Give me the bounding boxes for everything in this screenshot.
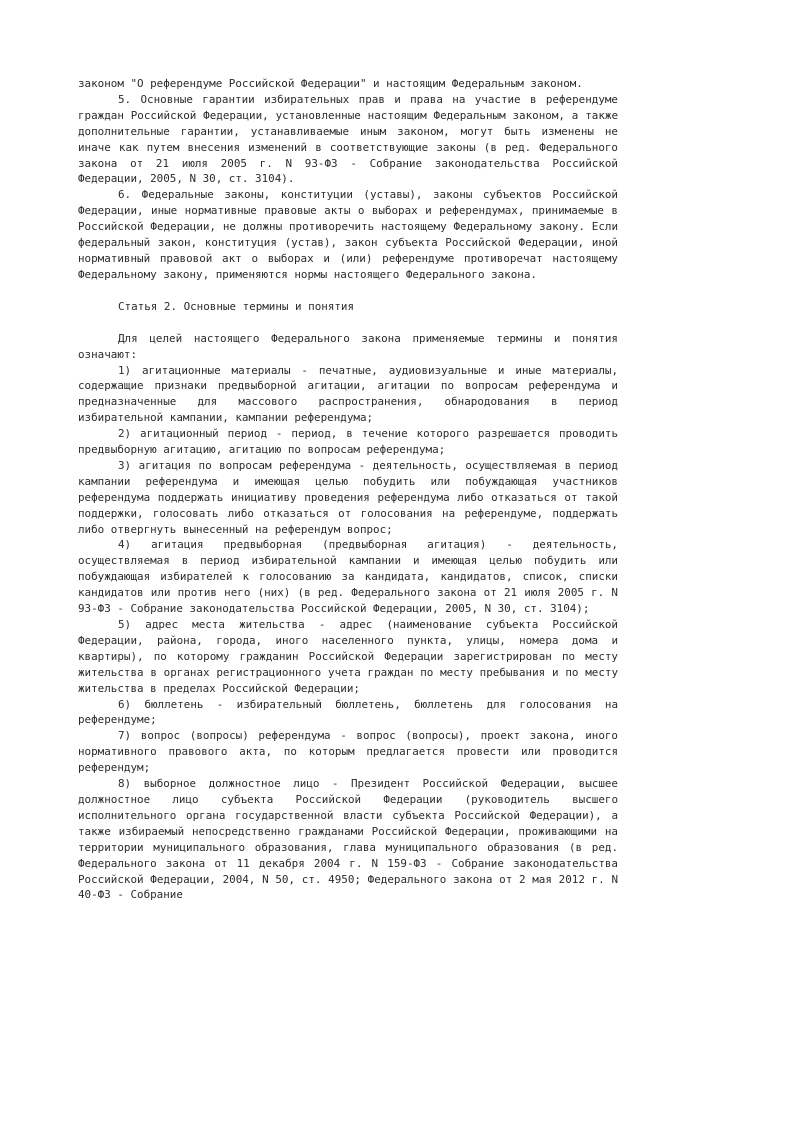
term-item-7: 7) вопрос (вопросы) референдума - вопрос (вопросы), проект закона, иного нормативного правового акта, по которым предлагается провести или проводится референдум; (78, 729, 618, 775)
term-item-8: 8) выборное должностное лицо - Президент Российской Федерации, высшее должностное лицо субъекта Российской Федерации (руководитель высшего исполнительного органа государственной власти субъекта Российской Федерации), а также избираемый непосредственно гражданами Российской Федерации, проживающими на территории муниципального образования, глава муниципального образования (в ред. Федерального закона от 11 декабря 2004 г. N 159-ФЗ - Собрание законодательства Российской Федерации, 2004, N 50, ст. 4950; Федерального закона от 2 мая 2012 г. N 40-ФЗ - Собрание (78, 777, 618, 902)
paragraph-continuation: законом "О референдуме Российской Федерации" и настоящим Федеральным законом. (78, 77, 583, 90)
term-item-4: 4) агитация предвыборная (предвыборная агитация) - деятельность, осуществляемая в период избирательной кампании и имеющая целью побудить или побуждающая избирателей к голосованию за кандидата, кандидатов, список, списки кандидатов или против него (них) (в ред. Федерального закона от 21 июля 2005 г. N 93-ФЗ - Собрание законодательства Российской Федерации, 2005, N 30, ст. 3104); (78, 538, 618, 616)
document-page (78, 76, 618, 903)
paragraph-6: 6. Федеральные законы, конституции (уставы), законы субъектов Российской Федерации, иные нормативные правовые акты о выборах и референдумах, принимаемые в Российской Федерации, не должны противоречить настоящему Федеральному закону. Если федеральный закон, конституция (устав), закон субъекта Российской Федерации, иной нормативный правовой акт о выборах и (или) референдуме противоречат настоящему Федеральному закону, применяются нормы настоящего Федерального закона. (78, 188, 618, 281)
term-item-3: 3) агитация по вопросам референдума - деятельность, осуществляемая в период кампании референдума и имеющая целью побудить или побуждающая участников референдума поддержать инициативу проведения референдума либо отказаться от такой поддержки, голосовать либо отказаться от голосования на референдуме, поддержать либо отвергнуть вынесенный на референдум вопрос; (78, 458, 618, 536)
term-item-6: 6) бюллетень - избирательный бюллетень, бюллетень для голосования на референдуме; (78, 697, 618, 727)
article-heading: Статья 2. Основные термины и понятия (118, 299, 355, 313)
paragraph-5: 5. Основные гарантии избирательных прав и права на участие в референдуме граждан Российской Федерации, установленные настоящим Федеральным законом, а также дополнительные гарантии, устанавливаемые иным законом, могут быть изменены не иначе как путем внесения изменений в соответствующие законы (в ред. Федерального закона от 21 июля 2005 г. N 93-ФЗ - Собрание законодательства Российской Федерации, 2005, N 30, ст. 3104). (78, 92, 618, 186)
term-item-5: 5) адрес места жительства - адрес (наименование субъекта Российской Федерации, района, города, иного населенного пункта, улицы, номера дома и квартиры), по которому гражданин Российской Федерации зарегистрирован по месту жительства в органах регистрационного учета граждан по месту пребывания и по месту жительства в пределах Российской Федерации; (78, 618, 618, 695)
term-item-1: 1) агитационные материалы - печатные, аудиовизуальные и иные материалы, содержащие признаки предвыборной агитации, агитации по вопросам референдума и предназначенные для массового распространения, обнародования в период избирательной кампании, кампании референдума; (78, 363, 618, 425)
term-item-2: 2) агитационный период - период, в течение которого разрешается проводить предвыборную агитацию, агитацию по вопросам референдума; (78, 427, 618, 457)
article-intro: Для целей настоящего Федерального закона применяемые термины и понятия означают: (78, 331, 618, 361)
